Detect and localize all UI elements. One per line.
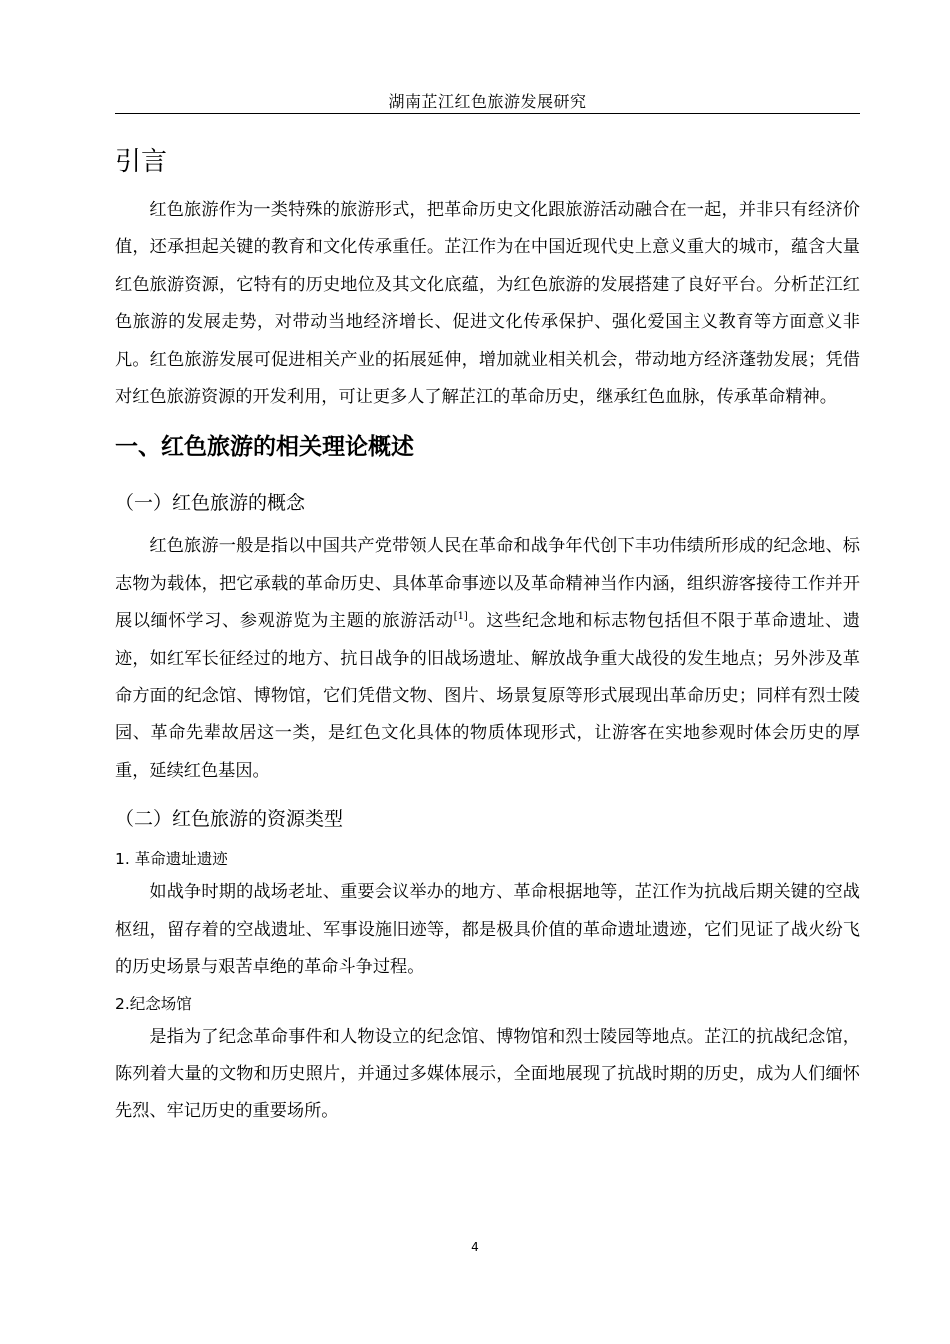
page-number: 4 <box>471 1240 479 1254</box>
citation-marker: [1] <box>453 611 468 623</box>
resource-type-2-paragraph: 是指为了纪念革命事件和人物设立的纪念馆、博物馆和烈士陵园等地点。芷江的抗战纪念馆，陈列着大量的文物和历史照片，并通过多媒体展示，全面地展现了抗战时期的历史，成为人们缅怀先烈、牢记历史的重要场所。 <box>115 1026 860 1122</box>
resource-type-2-heading: 2.纪念场馆 <box>115 994 192 1013</box>
intro-paragraph: 红色旅游作为一类特殊的旅游形式，把革命历史文化跟旅游活动融合在一起，并非只有经济价值，还承担起关键的教育和文化传承重任。芷江作为在中国近现代史上意义重大的城市，蕴含大量红色旅游资源，它特有的历史地位及其文化底蕴，为红色旅游的发展搭建了良好平台。分析芷江红色旅游的发展走势，对带动当地经济增长、促进文化传承保护、强化爱国主义教育等方面意义非凡。红色旅游发展可促进相关产业的拓展延伸，增加就业相关机会，带动地方经济蓬勃发展；凭借对红色旅游资源的开发利用，可让更多人了解芷江的革命历史，继承红色血脉，传承革命精神。 <box>115 200 860 408</box>
section-1-heading: 一、红色旅游的相关理论概述 <box>115 434 414 461</box>
header-divider <box>115 113 860 114</box>
intro-heading: 引言 <box>115 147 168 177</box>
running-header-title: 湖南芷江红色旅游发展研究 <box>388 92 587 111</box>
resource-type-1-heading: 1. 革命遗址遗迹 <box>115 850 228 869</box>
concept-paragraph-part2: 。这些纪念地和标志物包括但不限于革命遗址、遗迹，如红军长征经过的地方、抗日战争的旧战场遗址、解放战争重大战役的发生地点；另外涉及革命方面的纪念馆、博物馆，它们凭借文物、图片、场景复原等形式展现出革命历史；同样有烈士陵园、革命先辈故居这一类，是红色文化具体的物质体现形式，让游客在实地参观时体会历史的厚重，延续红色基因。 <box>115 611 860 781</box>
section-1-1-heading: （一）红色旅游的概念 <box>115 492 306 515</box>
page-body <box>115 138 860 1131</box>
section-1-2-heading: （二）红色旅游的资源类型 <box>115 808 344 831</box>
concept-paragraph <box>115 528 860 790</box>
concept-paragraph-part1: 红色旅游一般是指以中国共产党带领人民在革命和战争年代创下丰功伟绩所形成的纪念地、标志物为载体，把它承载的革命历史、具体革命事迹以及革命精神当作内涵，组织游客接待工作并开展以缅怀学习、参观游览为主题的旅游活动 <box>115 536 860 632</box>
resource-type-1-paragraph: 如战争时期的战场老址、重要会议举办的地方、革命根据地等，芷江作为抗战后期关键的空战枢纽，留存着的空战遗址、军事设施旧迹等，都是极具价值的革命遗址遗迹，它们见证了战火纷飞的历史场景与艰苦卓绝的革命斗争过程。 <box>115 882 860 978</box>
